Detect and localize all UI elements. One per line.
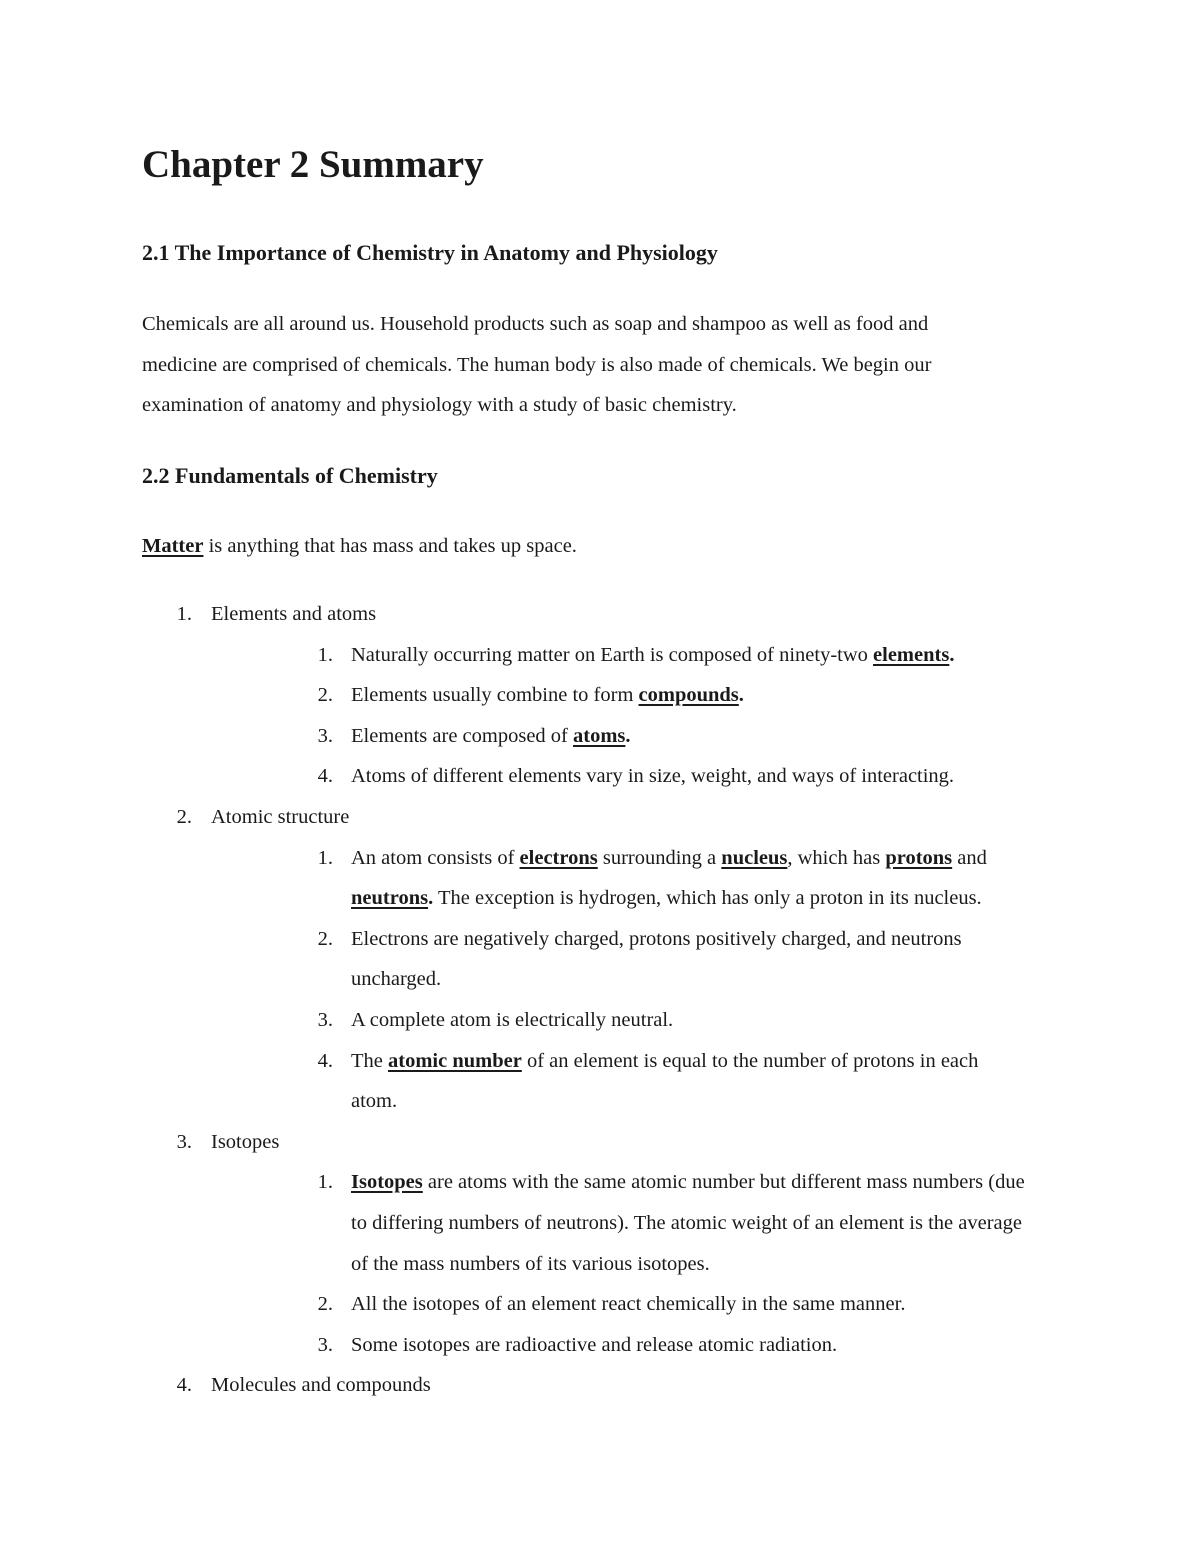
- item-text: and: [952, 846, 987, 869]
- list-item: [211, 1000, 1072, 1041]
- item-text: to differing numbers of neutrons). The atomic weight of an element is the average: [351, 1211, 1022, 1234]
- item-text: surrounding a: [597, 846, 722, 869]
- topic-molecules-and-compounds: [142, 1365, 1072, 1406]
- item-text: A complete atom is electrically neutral.: [351, 1008, 674, 1031]
- term-neutrons: neutrons: [351, 887, 429, 910]
- list-number: 2.: [317, 1293, 333, 1316]
- item-text: All the isotopes of an element react chemically in the same manner.: [351, 1293, 906, 1316]
- item-text: The exception is hydrogen, which has only a proton in its nucleus.: [433, 887, 982, 910]
- term-compounds: compounds: [638, 684, 739, 707]
- sublist: [211, 1162, 1072, 1365]
- fundamentals-outline: [142, 594, 1072, 1406]
- item-text: atom.: [351, 1090, 398, 1113]
- list-item: [211, 675, 1072, 716]
- topic-label: Elements and atoms: [211, 603, 377, 625]
- intro-paragraph: [142, 304, 1072, 426]
- paragraph-line: examination of anatomy and physiology with a study of basic chemistry.: [142, 394, 737, 417]
- list-number: 1.: [317, 1171, 333, 1194]
- paragraph-line: medicine are comprised of chemicals. The human body is also made of chemicals. We begin our: [142, 353, 932, 376]
- list-number: 2.: [176, 805, 192, 828]
- topic-elements-and-atoms: [142, 594, 1072, 797]
- term-nucleus: nucleus: [721, 846, 788, 869]
- item-text: Naturally occurring matter on Earth is composed of ninety-two: [351, 643, 874, 666]
- list-number: 2.: [317, 684, 333, 707]
- term-electrons: electrons: [519, 846, 598, 869]
- sublist: [211, 635, 1072, 797]
- term-elements: elements: [873, 643, 950, 666]
- list-number: 1.: [317, 846, 333, 869]
- section-heading-2-2: 2.2 Fundamentals of Chemistry: [142, 463, 438, 488]
- topic-atomic-structure: [142, 797, 1072, 1122]
- topic-label: Molecules and compounds: [211, 1374, 431, 1397]
- list-item: [211, 838, 1072, 919]
- item-text: Atoms of different elements vary in size, weight, and ways of interacting.: [351, 765, 955, 788]
- list-item: [211, 1325, 1072, 1366]
- list-item: [211, 716, 1072, 757]
- item-text: , which has: [787, 846, 886, 869]
- term-protons: protons: [885, 846, 953, 869]
- item-text: The: [351, 1049, 388, 1072]
- item-text: Elements usually combine to form: [351, 684, 639, 707]
- topic-isotopes: [142, 1122, 1072, 1366]
- term-atomic-number: atomic number: [388, 1049, 522, 1072]
- term-matter: Matter: [142, 535, 204, 557]
- item-text: Elements are composed of: [351, 724, 574, 747]
- section-heading-2-1: 2.1 The Importance of Chemistry in Anatomy and Physiology: [142, 240, 718, 265]
- chapter-title: Chapter 2 Summary: [142, 143, 484, 186]
- list-number: 3.: [317, 1333, 333, 1356]
- list-number: 2.: [317, 927, 333, 950]
- list-item: [211, 919, 1072, 1000]
- term-isotopes: Isotopes: [351, 1171, 423, 1194]
- list-item: [211, 1284, 1072, 1325]
- matter-definition: [142, 526, 1072, 567]
- list-number: 3.: [317, 724, 333, 747]
- item-text: Electrons are negatively charged, protons positively charged, and neutrons: [351, 927, 962, 950]
- topic-label: Atomic structure: [211, 805, 350, 828]
- list-number: 1.: [176, 603, 192, 625]
- item-text: of an element is equal to the number of protons in each: [521, 1049, 979, 1072]
- list-number: 4.: [317, 1049, 333, 1072]
- list-number: 3.: [317, 1008, 333, 1031]
- item-text: uncharged.: [351, 968, 442, 991]
- list-item: [211, 1041, 1072, 1122]
- paragraph-line: Chemicals are all around us. Household products such as soap and shampoo as well as food and: [142, 313, 929, 335]
- item-punctuation: .: [738, 684, 744, 707]
- topic-label: Isotopes: [211, 1130, 280, 1153]
- term-atoms: atoms: [573, 724, 626, 747]
- sublist: [211, 838, 1072, 1122]
- list-item: [211, 756, 1072, 797]
- item-text: of the mass numbers of its various isotopes.: [351, 1252, 710, 1275]
- item-text: are atoms with the same atomic number but different mass numbers (due: [422, 1171, 1025, 1194]
- list-number: 4.: [176, 1374, 192, 1397]
- list-number: 1.: [317, 643, 333, 666]
- list-number: 3.: [176, 1130, 192, 1153]
- item-punctuation: .: [428, 887, 434, 910]
- item-punctuation: .: [625, 724, 631, 747]
- definition-text: is anything that has mass and takes up space.: [203, 535, 577, 557]
- paragraph-line: [142, 526, 1072, 567]
- item-text: Some isotopes are radioactive and release atomic radiation.: [351, 1333, 838, 1356]
- item-text: An atom consists of: [351, 846, 520, 869]
- item-punctuation: .: [949, 643, 955, 666]
- list-number: 4.: [317, 765, 333, 788]
- list-item: [211, 635, 1072, 676]
- list-item: [211, 1162, 1072, 1284]
